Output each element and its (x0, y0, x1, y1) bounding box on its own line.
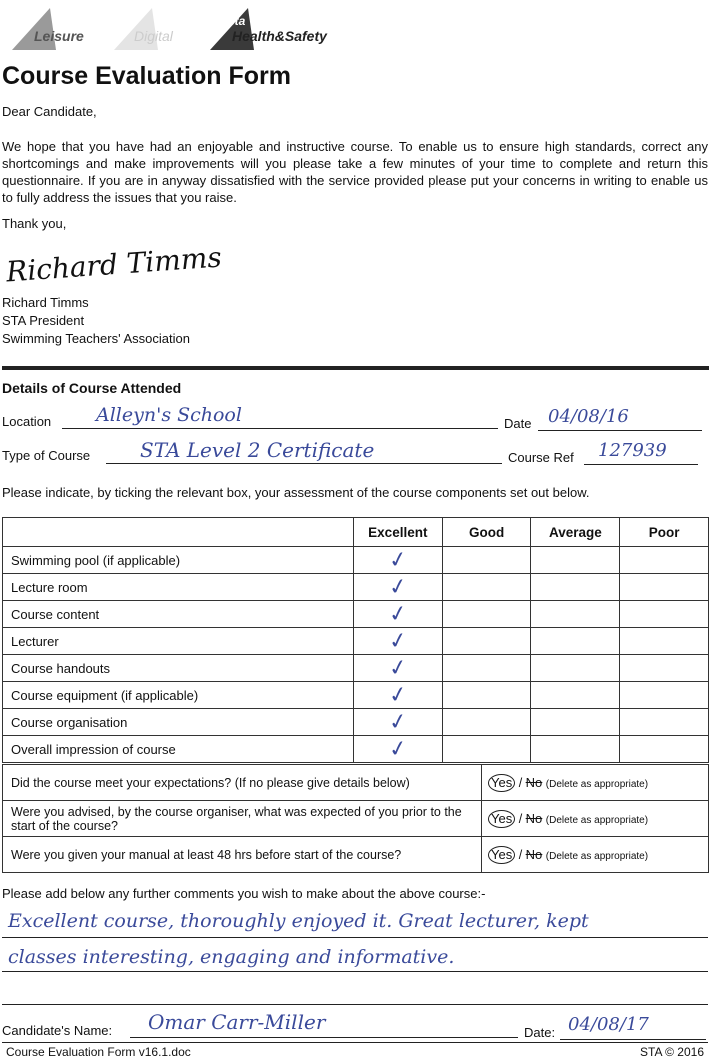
logo-sta-mark: sta (228, 14, 246, 28)
comments-line-1[interactable]: Excellent course, thoroughly enjoyed it. Great lecturer, kept (8, 910, 589, 932)
candidate-date-line (560, 1039, 706, 1040)
tick-icon: ✓ (386, 627, 410, 655)
rating-cell-poor[interactable] (620, 601, 709, 628)
course-type-value[interactable]: STA Level 2 Certificate (140, 438, 375, 462)
rating-row-label: Course organisation (3, 709, 354, 736)
rating-cell-average[interactable] (531, 628, 620, 655)
rating-row-label: Lecturer (3, 628, 354, 655)
location-value[interactable]: Alleyn's School (96, 404, 242, 426)
page-title: Course Evaluation Form (2, 62, 291, 90)
comments-rule-2 (2, 971, 708, 972)
rating-row-label: Overall impression of course (3, 736, 354, 763)
no-option[interactable]: No (525, 774, 543, 790)
comments-prompt: Please add below any further comments you wish to make about the above course:- (2, 886, 486, 901)
rating-cell-average[interactable] (531, 655, 620, 682)
question-row (3, 837, 709, 873)
rating-cell-excellent[interactable] (353, 736, 442, 763)
footer-rule (2, 1042, 708, 1043)
rating-table (2, 517, 709, 763)
no-option[interactable]: No (525, 846, 543, 862)
question-answer[interactable] (482, 765, 709, 801)
details-heading: Details of Course Attended (2, 380, 182, 396)
comments-line-2[interactable]: classes interesting, engaging and informative. (8, 946, 455, 968)
tick-icon: ✓ (386, 735, 410, 763)
tick-icon: ✓ (386, 546, 410, 574)
col-excellent: Excellent (353, 518, 442, 547)
rating-row (3, 709, 709, 736)
yes-option[interactable]: Yes (488, 846, 515, 864)
question-text: Did the course meet your expectations? (If no please give details below) (3, 765, 482, 801)
rating-row (3, 547, 709, 574)
rating-cell-excellent[interactable] (353, 628, 442, 655)
signature: Richard Timms (5, 240, 223, 289)
rating-cell-poor[interactable] (620, 709, 709, 736)
yes-option[interactable]: Yes (488, 810, 515, 828)
question-text: Were you advised, by the course organiser, what was expected of you prior to the start of the course? (3, 801, 482, 837)
logo-health-safety (208, 6, 348, 52)
rating-cell-poor[interactable] (620, 736, 709, 763)
tick-icon: ✓ (386, 681, 410, 709)
rating-header-row (3, 518, 709, 547)
tick-icon: ✓ (386, 708, 410, 736)
rating-row-label: Course handouts (3, 655, 354, 682)
location-label: Location (2, 414, 52, 429)
rating-cell-average[interactable] (531, 736, 620, 763)
rating-cell-poor[interactable] (620, 547, 709, 574)
rating-row-label: Swimming pool (if applicable) (3, 547, 354, 574)
rating-row (3, 628, 709, 655)
question-row (3, 765, 709, 801)
question-text: Were you given your manual at least 48 hrs before start of the course? (3, 837, 482, 873)
signer-org: Swimming Teachers' Association (2, 331, 190, 346)
rating-row (3, 601, 709, 628)
rating-row (3, 736, 709, 763)
date-label: Date (504, 416, 532, 431)
rating-cell-good[interactable] (442, 682, 531, 709)
indicate-instruction: Please indicate, by ticking the relevant box, your assessment of the course components set out below. (2, 485, 590, 500)
tick-icon: ✓ (386, 654, 410, 682)
rating-cell-good[interactable] (442, 574, 531, 601)
no-option[interactable]: No (525, 810, 543, 826)
comments-rule-3 (2, 1004, 708, 1005)
candidate-name-label: Candidate's Name: (2, 1023, 113, 1038)
rating-cell-average[interactable] (531, 682, 620, 709)
comments-rule-1 (2, 937, 708, 938)
greeting: Dear Candidate, (2, 104, 97, 119)
tick-icon: ✓ (386, 573, 410, 601)
rating-cell-good[interactable] (442, 547, 531, 574)
question-answer[interactable] (482, 801, 709, 837)
footer-right: STA © 2016 (640, 1045, 704, 1059)
rating-row-label: Course content (3, 601, 354, 628)
logo-health-text: Health&Safety (232, 28, 327, 44)
candidate-date-value[interactable]: 04/08/17 (568, 1014, 649, 1035)
answer-separator: / (518, 847, 523, 862)
rating-cell-poor[interactable] (620, 628, 709, 655)
rating-row (3, 574, 709, 601)
rating-cell-average[interactable] (531, 547, 620, 574)
candidate-name-value[interactable]: Omar Carr-Miller (148, 1010, 326, 1034)
course-type-line (106, 463, 502, 464)
date-line (538, 430, 702, 431)
rating-cell-good[interactable] (442, 628, 531, 655)
col-average: Average (531, 518, 620, 547)
rating-cell-average[interactable] (531, 709, 620, 736)
rating-cell-excellent[interactable] (353, 655, 442, 682)
rating-cell-good[interactable] (442, 601, 531, 628)
rating-row-label: Lecture room (3, 574, 354, 601)
candidate-name-line (130, 1037, 518, 1038)
location-line (62, 428, 498, 429)
thanks: Thank you, (2, 216, 67, 231)
rating-row (3, 655, 709, 682)
rating-cell-excellent[interactable] (353, 601, 442, 628)
signer-role: STA President (2, 313, 85, 328)
rating-cell-average[interactable] (531, 574, 620, 601)
rating-cell-excellent[interactable] (353, 682, 442, 709)
rating-cell-poor[interactable] (620, 655, 709, 682)
course-ref-line (584, 464, 698, 465)
rating-cell-good[interactable] (442, 655, 531, 682)
question-answer[interactable] (482, 837, 709, 873)
course-ref-value[interactable]: 127939 (598, 440, 667, 461)
logo-digital (112, 6, 212, 52)
course-ref-label: Course Ref (508, 450, 574, 465)
rating-cell-poor[interactable] (620, 682, 709, 709)
logo-digital-text: Digital (134, 28, 173, 44)
rating-cell-excellent[interactable] (353, 709, 442, 736)
course-type-label: Type of Course (2, 448, 91, 463)
questions-table (2, 764, 709, 873)
logo-leisure-text: Leisure (34, 28, 84, 44)
footer-left: Course Evaluation Form v16.1.doc (6, 1045, 191, 1059)
course-date-value[interactable]: 04/08/16 (548, 406, 629, 427)
rating-row (3, 682, 709, 709)
delete-note: (Delete as appropriate) (545, 778, 649, 790)
intro-paragraph: We hope that you have had an enjoyable and instructive course. To enable us to ensure high standards, correct any shortcomings and make improvements will you please take a few minutes of your time to complete and return this questionnaire. If you are in anyway dissatisfied with the service provided please put your concerns in writing to enable us to fully address the issues that you raise. (2, 139, 708, 205)
delete-note: (Delete as appropriate) (545, 814, 649, 826)
section-divider (2, 366, 709, 370)
rating-cell-good[interactable] (442, 736, 531, 763)
rating-header-blank (3, 518, 354, 547)
col-poor: Poor (620, 518, 709, 547)
signer-name: Richard Timms (2, 295, 89, 310)
question-row (3, 801, 709, 837)
rating-cell-excellent[interactable] (353, 547, 442, 574)
rating-cell-average[interactable] (531, 601, 620, 628)
yes-option[interactable]: Yes (488, 774, 515, 792)
tick-icon: ✓ (386, 600, 410, 628)
candidate-date-label: Date: (524, 1025, 556, 1040)
delete-note: (Delete as appropriate) (545, 850, 649, 862)
rating-cell-excellent[interactable] (353, 574, 442, 601)
answer-separator: / (518, 775, 523, 790)
rating-cell-good[interactable] (442, 709, 531, 736)
logo-leisure (10, 6, 110, 52)
col-good: Good (442, 518, 531, 547)
rating-row-label: Course equipment (if applicable) (3, 682, 354, 709)
rating-cell-poor[interactable] (620, 574, 709, 601)
answer-separator: / (518, 811, 523, 826)
